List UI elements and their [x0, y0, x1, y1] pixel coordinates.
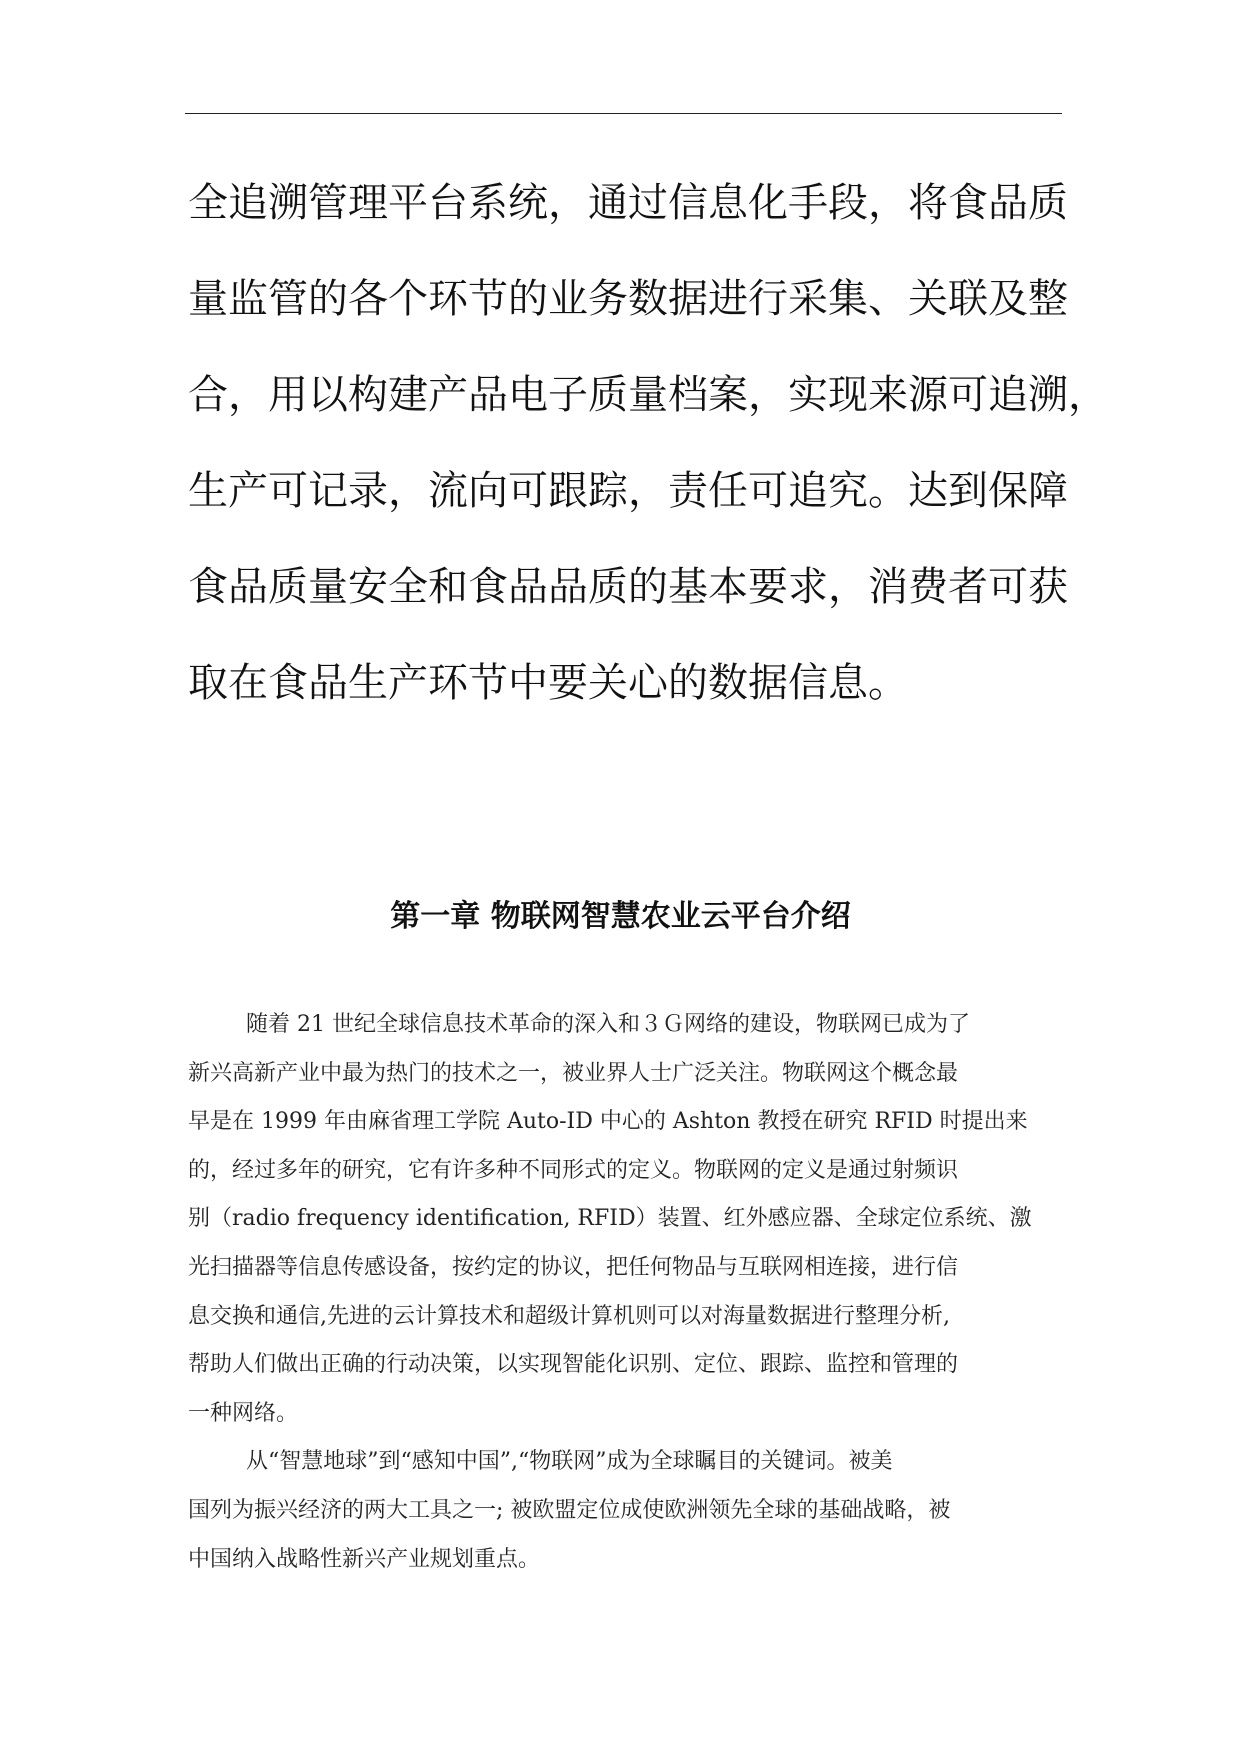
- paragraph-line: 从“智慧地球”到“感知中国”,“物联网”成为全球瞩目的关键词。被美: [246, 1449, 893, 1475]
- paragraph-line: 早是在 1999 年由麻省理工学院 Auto-ID 中心的 Ashton 教授在研究 RFID 时提出来: [188, 1109, 1028, 1135]
- header-rule: [185, 113, 1062, 114]
- chapter-title: 第一章 物联网智慧农业云平台介绍: [390, 899, 851, 934]
- paragraph-line: 息交换和通信,先进的云计算技术和超级计算机则可以对海量数据进行整理分析,: [188, 1303, 950, 1329]
- paragraph-line: 合，用以构建产品电子质量档案，实现来源可追溯，: [188, 372, 1108, 418]
- paragraph-line: 中国纳入战略性新兴产业规划重点。: [188, 1546, 541, 1572]
- paragraph-line: 的，经过多年的研究，它有许多种不同形式的定义。物联网的定义是通过射频识: [188, 1157, 959, 1183]
- paragraph-line: 国列为振兴经济的两大工具之一; 被欧盟定位成使欧洲领先全球的基础战略，被: [188, 1497, 951, 1523]
- paragraph-line: 取在食品生产环节中要关心的数据信息。: [188, 660, 908, 706]
- paragraph-line: 量监管的各个环节的业务数据进行采集、关联及整: [188, 276, 1068, 322]
- paragraph-iot-definition: [188, 1001, 1058, 1438]
- paragraph-line: 全追溯管理平台系统，通过信息化手段，将食品质: [188, 180, 1068, 226]
- paragraph-line: 别（radio frequency identification, RFID）装置、红外感应器、全球定位系统、激: [188, 1206, 1032, 1232]
- paragraph-line: 光扫描器等信息传感设备，按约定的协议，把任何物品与互联网相连接，进行信: [188, 1254, 959, 1280]
- paragraph-line: 食品质量安全和食品品质的基本要求，消费者可获: [188, 564, 1068, 610]
- paragraph-line: 随着 21 世纪全球信息技术革命的深入和３Ｇ网络的建设，物联网已成为了: [246, 1012, 970, 1037]
- paragraph-line: 新兴高新产业中最为热门的技术之一，被业界人士广泛关注。物联网这个概念最: [188, 1060, 959, 1086]
- paragraph-iot-strategy: [188, 1438, 1058, 1584]
- paragraph-line: 一种网络。: [188, 1400, 299, 1426]
- continued-paragraph: [188, 155, 1108, 731]
- chapter-body: [188, 1001, 1058, 1584]
- paragraph-line: 帮助人们做出正确的行动决策，以实现智能化识别、定位、跟踪、监控和管理的: [188, 1352, 959, 1378]
- paragraph-line: 生产可记录，流向可跟踪，责任可追究。达到保障: [188, 468, 1068, 514]
